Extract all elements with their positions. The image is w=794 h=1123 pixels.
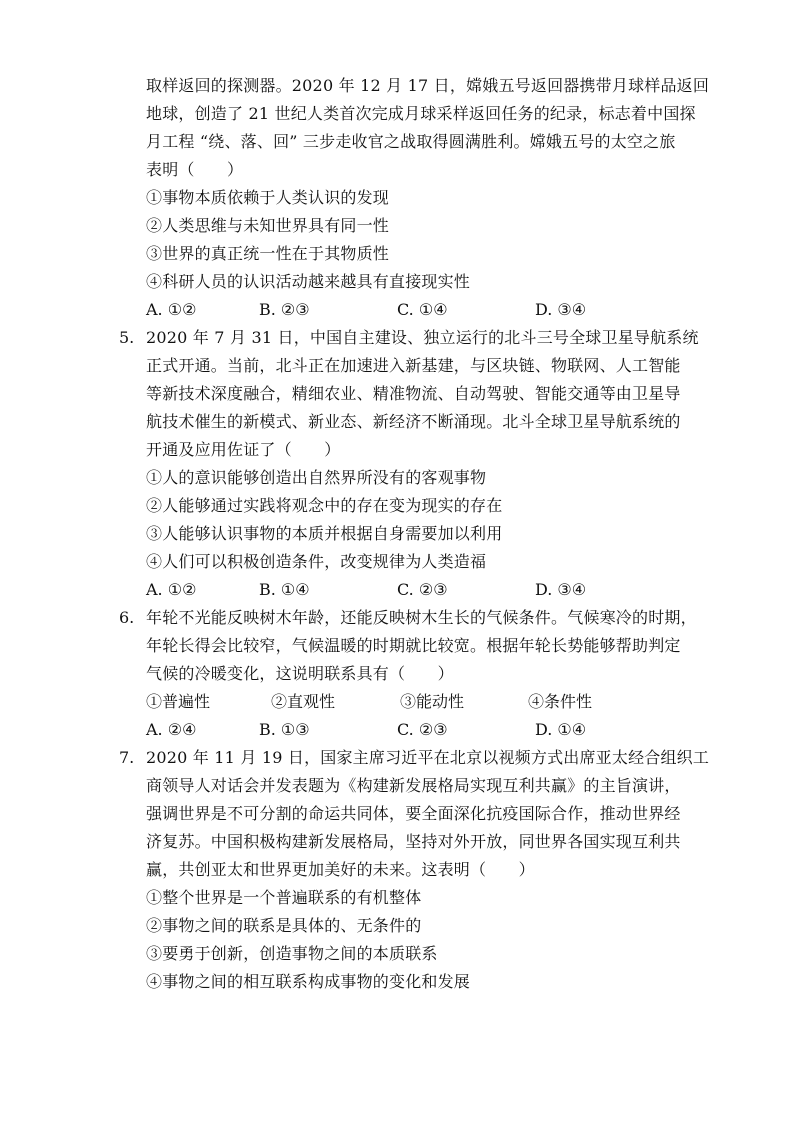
q7-item-2: ②事物之间的联系是具体的、无条件的: [146, 916, 422, 935]
q6-item-2: ②直观性: [271, 692, 336, 711]
q7-line-5: 赢，共创亚太和世界更加美好的未来。这表明（ ）: [146, 860, 535, 879]
q7-item-4: ④事物之间的相互联系构成事物的变化和发展: [146, 972, 471, 991]
q4-option-c: C. ①④: [397, 300, 448, 319]
q4-line-2: 地球，创造了 21 世纪人类首次完成月球采样返回任务的纪录，标志着中国探: [146, 104, 696, 123]
q6-item-4: ④条件性: [528, 692, 593, 711]
q5-line-3: 等新技术深度融合，精细农业、精准物流、自动驾驶、智能交通等由卫星导: [146, 384, 681, 403]
q4-item-3: ③世界的真正统一性在于其物质性: [146, 244, 390, 263]
q4-line-4: 表明（ ）: [146, 160, 244, 179]
q4-option-a: A. ①②: [146, 300, 197, 319]
q7-line-3: 强调世界是不可分割的命运共同体，要全面深化抗疫国际合作，推动世界经: [146, 804, 681, 823]
q4-line-1: 取样返回的探测器。2020 年 12 月 17 日，嫦娥五号返回器携带月球样品返回: [146, 76, 710, 95]
q5-line-1: 2020 年 7 月 31 日，中国自主建设、独立运行的北斗三号全球卫星导航系统: [146, 328, 699, 347]
q5-option-b: B. ①④: [259, 580, 310, 599]
q7-line-2: 商领导人对话会并发表题为《构建新发展格局实现互利共赢》的主旨演讲，: [146, 776, 681, 795]
q5-option-a: A. ①②: [146, 580, 197, 599]
q4-item-2: ②人类思维与未知世界具有同一性: [146, 216, 390, 235]
q5-number: 5.: [119, 328, 135, 347]
q5-item-4: ④人们可以积极创造条件，改变规律为人类造福: [146, 552, 487, 571]
q4-item-1: ①事物本质依赖于人类认识的发现: [146, 188, 390, 207]
q6-line-2: 年轮长得会比较窄，气候温暖的时期就比较宽。根据年轮长势能够帮助判定: [146, 636, 681, 655]
q5-line-2: 正式开通。当前，北斗正在加速进入新基建，与区块链、物联网、人工智能: [146, 356, 681, 375]
q6-number: 6.: [119, 608, 135, 627]
q4-item-4: ④科研人员的认识活动越来越具有直接现实性: [146, 272, 471, 291]
q5-option-c: C. ②③: [397, 580, 448, 599]
q7-line-4: 济复苏。中国积极构建新发展格局，坚持对外开放，同世界各国实现互利共: [146, 832, 681, 851]
q6-option-d: D. ①④: [535, 720, 587, 739]
q6-line-1: 年轮不光能反映树木年龄，还能反映树木生长的气候条件。气候寒冷的时期，: [146, 608, 697, 627]
q6-item-3: ③能动性: [400, 692, 465, 711]
q4-line-3: 月工程 “绕、落、回” 三步走收官之战取得圆满胜利。嫦娥五号的太空之旅: [146, 132, 676, 151]
q5-option-d: D. ③④: [535, 580, 587, 599]
q6-option-c: C. ②③: [397, 720, 448, 739]
q7-item-3: ③要勇于创新，创造事物之间的本质联系: [146, 944, 438, 963]
q6-option-b: B. ①③: [259, 720, 310, 739]
q7-line-1: 2020 年 11 月 19 日，国家主席习近平在北京以视频方式出席亚太经合组织工: [146, 748, 710, 767]
q6-line-3: 气候的冷暖变化，这说明联系具有（ ）: [146, 664, 454, 683]
q6-option-a: A. ②④: [146, 720, 197, 739]
q5-item-1: ①人的意识能够创造出自然界所没有的客观事物: [146, 468, 487, 487]
q4-option-d: D. ③④: [535, 300, 587, 319]
q5-item-3: ③人能够认识事物的本质并根据自身需要加以利用: [146, 524, 503, 543]
q7-number: 7.: [119, 748, 135, 767]
q4-option-b: B. ②③: [259, 300, 310, 319]
q5-line-5: 开通及应用佐证了（ ）: [146, 440, 341, 459]
q6-item-1: ①普遍性: [146, 692, 211, 711]
q5-line-4: 航技术催生的新模式、新业态、新经济不断涌现。北斗全球卫星导航系统的: [146, 412, 681, 431]
q7-item-1: ①整个世界是一个普遍联系的有机整体: [146, 888, 422, 907]
q5-item-2: ②人能够通过实践将观念中的存在变为现实的存在: [146, 496, 503, 515]
